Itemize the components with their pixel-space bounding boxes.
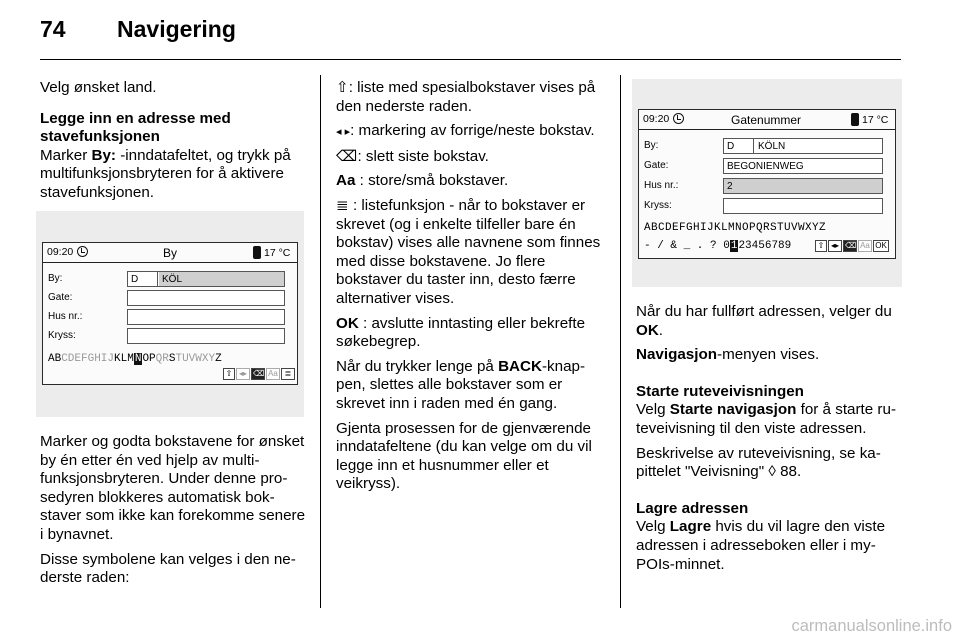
house-number-input[interactable] [127,309,285,325]
letter-row[interactable] [48,353,222,365]
status-bar [639,110,895,130]
thermometer-icon [253,246,261,259]
watermark: carmanualsonline.info [791,617,952,635]
text: : markering av forrige/neste bokstav. [350,122,595,140]
letter-row[interactable]: ABCDEFGHIJKLMNOPQRSTUVWXYZ [644,222,827,234]
page-number: 74 [40,16,66,42]
control-keys [815,240,889,252]
text: . [658,321,664,339]
house-number-value: 2 [727,181,733,192]
ok-button[interactable]: OK [873,240,889,252]
clock-time: 09:20 [643,113,670,125]
control-keys [223,368,295,380]
column-1 [40,79,308,209]
text: Når du har fullført adressen, velger du [636,303,892,320]
paragraph [636,303,904,340]
street-input[interactable] [723,158,883,174]
display [638,109,896,259]
field-label-street: Gate: [644,160,669,171]
text: -menyen vises. [717,346,820,364]
list-icon[interactable]: ≣ [281,368,295,380]
clock-icon [673,113,684,124]
symbol-list [336,197,606,309]
letters: S [168,353,176,365]
paragraph: Marker og godta bokstavene for ønsket by én etter én ved hjelp av multifunksjonsbryteren. Under denne prosedyren blokkeres automatisk bokstaver som ikke kan forekomme senere i bynavnet. [40,433,306,543]
emphasis: BACK [498,357,542,375]
text: Velg [636,518,670,536]
shift-icon[interactable]: ⇧ [223,368,235,380]
letters: O [142,353,150,365]
paragraph: Disse symbolene kan velges i den nederste raden: [40,550,296,587]
header-rule [40,59,901,60]
letters-blocked: CDEFGHIJ [61,353,115,365]
section-heading: Legge inn en adresse med stavefunksjonen [40,109,231,146]
emphasis: Navigasjon [636,346,718,364]
letters: P [149,353,156,365]
text: hvis du vil lagre den viste adressen i adresseboken eller i myPOIs-minnet. [636,518,886,573]
arrows-icon[interactable]: ◂▸ [828,240,842,252]
column-divider-1 [320,75,321,608]
symbol-row[interactable] [644,240,791,252]
selected-letter[interactable]: N [134,353,142,365]
letters: Z [215,353,222,365]
paragraph: Velg ønsket land. [40,79,157,96]
paragraph [636,346,904,365]
reference-icon: ◊ [768,463,776,481]
section-heading: Starte ruteveivisningen [636,382,804,400]
list-icon: ≣ [336,196,349,214]
text: Beskrivelse av ruteveivisning, se kapittelet "Veivisning" [636,444,881,481]
house-number-input[interactable] [723,178,883,194]
page-title: Navigering [117,16,236,42]
emphasis: Lagre [669,518,712,536]
column-divider-2 [620,75,621,608]
text: 88. [775,463,802,481]
letters-blocked: QR [155,353,169,365]
backspace-icon[interactable]: ⌫ [845,241,857,250]
shift-icon: ⇧ [336,79,349,96]
field-label-house-number: Hus nr.: [48,311,83,322]
emphasis: Starte navigasjon [669,401,797,419]
street-value: BEGONIENWEG [727,161,804,172]
case-icon: Aa [336,172,356,190]
column-3 [636,303,904,580]
clock-icon [77,246,88,257]
backspace-icon[interactable]: ⌫ [253,369,265,378]
letters-blocked: TUVWXY [175,353,216,365]
paragraph [636,445,904,482]
text: for å starte ruteveivisning til den viste adressen. [636,401,896,437]
screen-title: By [163,246,178,260]
shift-icon[interactable]: ⇧ [815,240,827,252]
paragraph: Gjenta prosessen for de gjenværende inndatafeltene (du kan velge om du vil legge inn et husnummer eller et veikryss). [336,419,592,493]
symbol-shift [336,79,606,116]
symbol-delete [336,148,606,167]
arrows-icon[interactable]: ◂▸ [236,368,250,380]
arrows-icon: ◂ ▸ [336,126,351,139]
country-code: D [128,272,158,286]
text: : slett siste bokstav. [357,147,489,165]
emphasis: By: [91,146,116,164]
section-heading: Lagre adressen [636,499,749,517]
thermometer-icon [851,113,859,126]
field-label-house-number: Hus nr.: [644,180,679,191]
emphasis: OK [636,321,659,339]
letters: AB [48,353,62,365]
temperature: 17 °C [862,114,889,126]
city-input[interactable] [127,271,285,287]
symbol-case [336,172,606,191]
page-header [0,0,960,62]
field-label-crossing: Kryss: [644,200,672,211]
symbol-ok [336,315,606,352]
paragraph [636,518,904,574]
temperature: 17 °C [264,247,291,259]
text: Velg [636,401,670,419]
text: Når du trykker lenge på [336,357,499,375]
paragraph [636,401,904,438]
paragraph [336,358,606,414]
status-bar [43,243,297,263]
screen-image-city [36,211,304,417]
text: : listefunksjon - når to bokstaver er skrevet (og i enkelte tilfeller bare én bokstav) vises alle navnene som finnes med disse bokstavene. Jo flere bokstaver du taster inn, desto færre alternativer vises. [336,196,601,307]
display [42,242,298,385]
ok-label: OK [336,314,359,332]
text: : liste med spesialbokstaver vises på den nederste raden. [336,79,596,115]
screen-image-house-number [632,79,902,287]
field-label-crossing: Kryss: [48,330,76,341]
selected-digit[interactable]: 1 [730,240,738,252]
column-2 [336,79,606,500]
city-value: KÖL [159,272,284,286]
case-toggle[interactable]: Aa [266,368,280,380]
country-code: D [724,139,754,153]
clock-time: 09:20 [47,246,74,258]
symbols: - / & _ . ? 0 [644,240,730,252]
city-input[interactable] [723,138,883,154]
text: -knappen, slettes alle bokstaver som er skrevet inn i raden med én gang. [336,357,586,412]
city-value: KÖLN [758,141,786,152]
text: : store/små bokstaver. [355,172,509,190]
text: -inndatafeltet, og trykk på multifunksjonsbryteren for å aktivere stavefunksjonen. [40,146,291,201]
backspace-icon: ⌫ [336,147,358,165]
paragraph [40,147,308,203]
symbol-arrows [336,122,606,142]
screen-title: Gatenummer [731,113,802,127]
street-input[interactable] [127,290,285,306]
text: Marker [40,146,92,164]
letters: KLM [114,353,134,365]
crossing-input[interactable] [127,328,285,344]
field-label-city: By: [644,140,659,151]
crossing-input[interactable] [723,198,883,214]
case-toggle[interactable]: Aa [858,240,872,252]
field-label-street: Gate: [48,292,73,303]
text: : avslutte inntasting eller bekrefte søkebegrep. [336,314,586,351]
column-1-lower [40,433,308,594]
digits: 23456789 [738,240,792,252]
field-label-city: By: [48,273,63,284]
